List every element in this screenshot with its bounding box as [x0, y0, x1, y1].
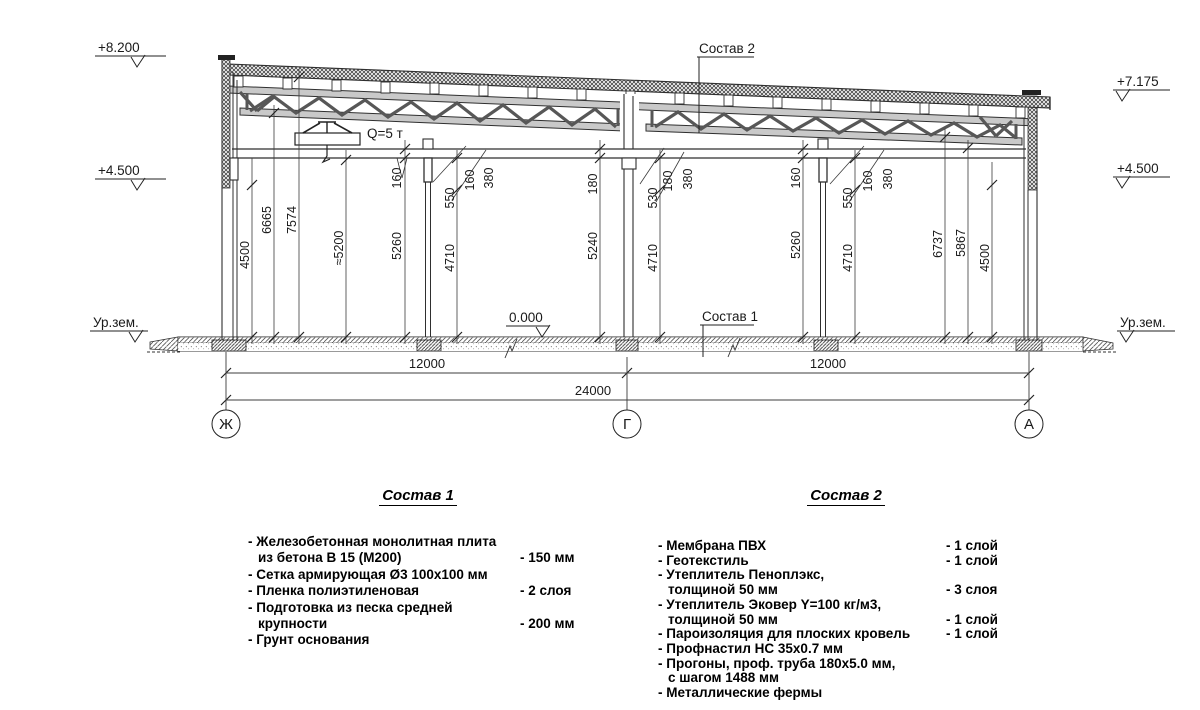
total-dim: 24000 [574, 383, 612, 398]
post-haunch [424, 158, 432, 182]
material-value: - 200 мм [520, 616, 575, 632]
material-text: - Сетка армирующая Ø3 100х100 мм [248, 566, 488, 582]
dim-label: 4500 [238, 241, 252, 269]
list-item [658, 642, 1014, 657]
dim-label: 380 [681, 168, 695, 190]
material-text: толщиной 50 мм [668, 582, 778, 598]
list-item [658, 554, 1014, 569]
crane-capacity-label: Q=5 т [367, 126, 403, 141]
material-text: - Грунт основания [248, 632, 370, 648]
column-post-left [423, 139, 433, 337]
span-dim-left: 12000 [408, 356, 446, 371]
list-item [658, 568, 1014, 583]
list-item [658, 613, 1014, 628]
material-text: - Пароизоляция для плоских кровель [658, 626, 911, 642]
list-item [658, 598, 1014, 613]
material-text: - Утеплитель Эковер Y=100 кг/м3, [658, 596, 882, 612]
material-text: - Профнастил НС 35х0.7 мм [658, 640, 843, 656]
list-item [248, 567, 588, 583]
rail-pad [423, 139, 433, 149]
dim-label: 180 [661, 170, 675, 192]
dim-label: 160 [789, 167, 803, 189]
parapet-cap-right [1022, 90, 1041, 95]
dim-label: 4710 [443, 244, 457, 272]
dim-label: 5867 [954, 229, 968, 257]
grid-axes [212, 410, 1043, 438]
callout-floor-label: Состав 1 [702, 309, 758, 324]
foundation-pad [417, 340, 441, 351]
dim-label: 6737 [931, 230, 945, 258]
elevation-mid-right: +4.500 [1117, 161, 1159, 176]
material-text: с шагом 1488 мм [668, 670, 780, 686]
dimension-lines-horizontal [226, 352, 1029, 410]
elevation-top-left: +8.200 [98, 40, 140, 55]
column-head-plate [622, 158, 636, 169]
dim-label: 160 [861, 170, 875, 192]
axis-bubble-left: Ж [219, 416, 233, 433]
list-item [248, 534, 588, 550]
sostav1-title: Состав 1 [338, 487, 498, 504]
elevation-mid-left: +4.500 [98, 163, 140, 178]
material-text: из бетона В 15 (М200) [258, 550, 402, 566]
dim-label: 7574 [285, 206, 299, 234]
material-text: - Подготовка из песка средней [248, 599, 453, 615]
list-item [248, 616, 588, 632]
foundation-pad [1016, 340, 1042, 351]
dim-label: 380 [881, 168, 895, 190]
dim-label: 4710 [841, 244, 855, 272]
wall-corbel [230, 158, 238, 180]
material-value [946, 568, 1014, 583]
material-value: - 150 мм [520, 550, 575, 566]
dim-label: 4710 [646, 244, 660, 272]
material-text: - Утеплитель Пеноплэкс, [658, 567, 825, 583]
foundation-pad [814, 340, 838, 351]
material-value [946, 686, 1014, 701]
dim-label: 4500 [978, 244, 992, 272]
dim-label: 180 [586, 173, 600, 195]
dim-label: 5260 [390, 232, 404, 260]
material-value: - 1 слой [946, 611, 998, 627]
material-value: - 3 слоя [946, 582, 998, 598]
material-value [946, 598, 1014, 613]
parapet-cap-left [218, 55, 235, 60]
floor-slab [147, 337, 1116, 358]
rail-pad [818, 139, 828, 149]
material-value [946, 671, 1014, 686]
foundation-pad [212, 340, 246, 351]
material-text: толщиной 50 мм [668, 611, 778, 627]
dim-label: 380 [482, 167, 496, 189]
dim-label: 160 [390, 167, 404, 189]
sostav1-list [248, 534, 588, 649]
column-center [620, 94, 639, 337]
callout-roof-label: Состав 2 [699, 41, 755, 56]
parapet-right [1028, 96, 1037, 190]
list-item [658, 539, 1014, 554]
column-post-right [818, 139, 828, 337]
post-haunch [819, 158, 827, 182]
material-value: - 1 слой [946, 626, 998, 642]
dim-label: 6665 [260, 206, 274, 234]
material-value [946, 657, 1014, 672]
dim-label: 550 [841, 187, 855, 209]
right-wall [1024, 96, 1037, 340]
span-dim-right: 12000 [809, 356, 847, 371]
material-value [520, 534, 588, 550]
material-value [520, 567, 588, 583]
list-item [658, 671, 1014, 686]
material-value [520, 600, 588, 616]
sostav2-title: Состав 2 [766, 487, 926, 504]
material-text: - Пленка полиэтиленовая [248, 583, 419, 599]
elevation-zero: 0.000 [509, 310, 543, 325]
material-text: - Геотекстиль [658, 552, 749, 568]
left-wall [218, 55, 238, 340]
list-item [658, 583, 1014, 598]
dim-label: 160 [463, 169, 477, 191]
material-value [520, 632, 588, 648]
list-item [248, 583, 588, 599]
list-item [658, 686, 1014, 701]
elevation-top-right: +7.175 [1117, 74, 1159, 89]
material-text: крупности [258, 616, 328, 632]
material-text: - Металлические фермы [658, 685, 823, 701]
dim-label: 550 [443, 187, 457, 209]
list-item [658, 627, 1014, 642]
dim-label: 530 [646, 187, 660, 209]
list-item [248, 550, 588, 566]
axis-bubble-center: Г [622, 416, 632, 433]
dim-label: ≈5200 [332, 230, 346, 266]
ground-level-left: Ур.зем. [93, 315, 139, 330]
material-text: - Прогоны, проф. труба 180х5.0 мм, [658, 655, 896, 671]
list-item [658, 657, 1014, 672]
sostav2-list [658, 539, 1014, 701]
list-item [248, 600, 588, 616]
list-item [248, 632, 588, 648]
crane-hook [323, 145, 330, 162]
ground-level-right: Ур.зем. [1120, 315, 1166, 330]
material-text: - Мембрана ПВХ [658, 538, 767, 553]
foundation-pad [616, 340, 638, 351]
material-value: - 1 слой [946, 538, 998, 553]
material-value: - 1 слой [946, 552, 998, 568]
dim-label: 5260 [789, 231, 803, 259]
dim-label: 5240 [586, 232, 600, 260]
material-value: - 2 слоя [520, 583, 572, 599]
axis-bubble-right: А [1023, 416, 1035, 433]
dimension-labels-vertical [238, 168, 992, 272]
material-text: - Железобетонная монолитная плита [248, 534, 497, 549]
parapet-left [222, 58, 230, 188]
material-value [946, 642, 1014, 657]
